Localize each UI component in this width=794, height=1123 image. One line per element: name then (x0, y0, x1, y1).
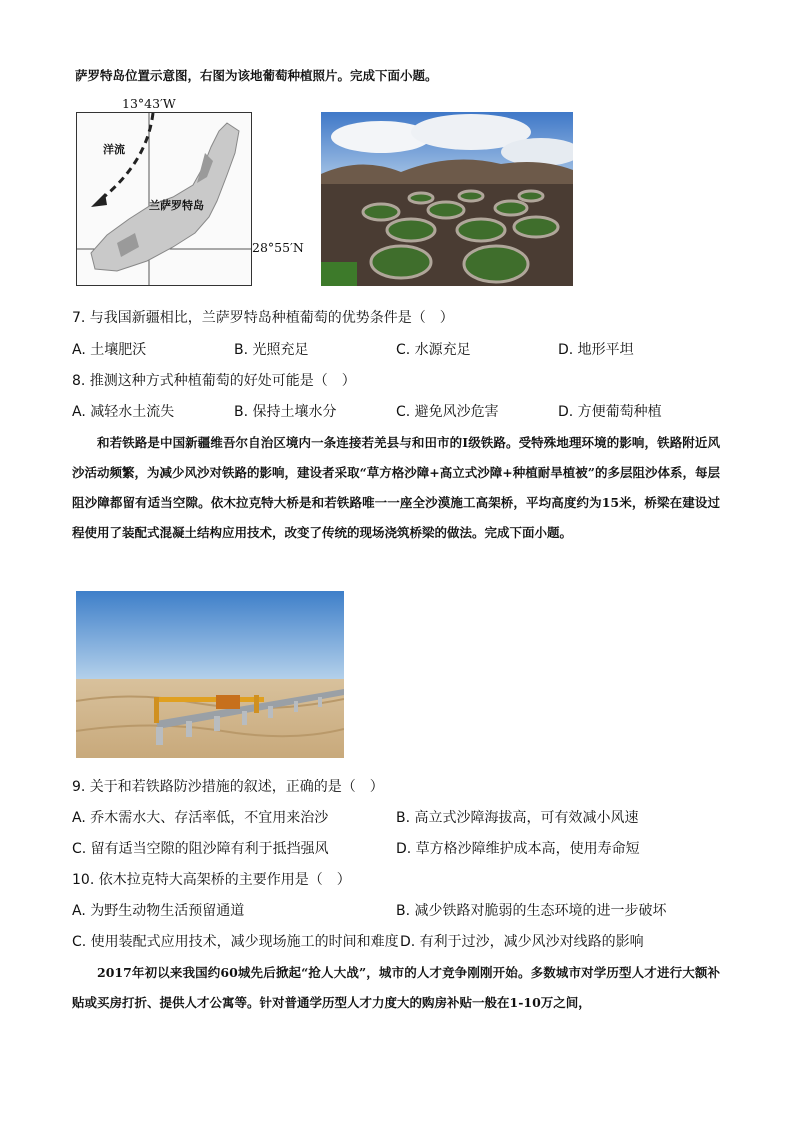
q9-option-b[interactable]: B. 高立式沙障海拔高，可有效减小风速 (396, 810, 639, 826)
q7-option-a[interactable]: A. 土壤肥沃 (72, 342, 147, 358)
railway-passage-text: 和若铁路是中国新疆维吾尔自治区境内一条连接若羌县与和田市的Ⅰ级铁路。受特殊地理环境的影响，铁路附近风沙活动频繁，为减少风沙对铁路的影响，建设者采取“草方格沙障+高立式沙障+种植耐旱植被”的多层阻沙体系，每层阻沙障都留有适当空隙。依木拉克特大桥是和若铁路唯一一座全沙漠施工高架桥，平均高度约为15米，桥梁在建设过程使用了装配式混凝土结构应用技术，改变了传统的现场浇筑桥梁的做法。完成下面小题。 (72, 435, 720, 540)
q8-option-c[interactable]: C. 避免风沙危害 (396, 404, 499, 420)
question-7-stem: 7. 与我国新疆相比，兰萨罗特岛种植葡萄的优势条件是（ ） (72, 310, 454, 326)
longitude-label: 13°43′W (122, 96, 176, 111)
vineyard-photo (321, 112, 573, 286)
q10-option-d[interactable]: D. 有利于过沙，减少风沙对线路的影响 (400, 934, 644, 950)
question-10-stem: 10. 依木拉克特大高架桥的主要作用是（ ） (72, 872, 351, 888)
q10-option-b[interactable]: B. 减少铁路对脆弱的生态环境的进一步破坏 (396, 903, 667, 919)
q9-option-c[interactable]: C. 留有适当空隙的阻沙障有利于抵挡强风 (72, 841, 329, 857)
current-label: 洋流 (103, 143, 125, 156)
q8-option-a[interactable]: A. 减轻水土流失 (72, 404, 175, 420)
talent-passage (72, 958, 720, 1018)
island-map (76, 112, 252, 286)
intro-text: 萨罗特岛位置示意图，右图为该地葡萄种植照片。完成下面小题。 (75, 68, 438, 83)
q9-option-d[interactable]: D. 草方格沙障维护成本高，使用寿命短 (396, 841, 640, 857)
talent-passage-text: 2017年初以来我国约60城先后掀起“抢人大战”，城市的人才竞争刚刚开始。多数城市对学历型人才进行大额补贴或买房打折、提供人才公寓等。针对普通学历型人才力度大的购房补贴一般在1-10万之间， (72, 965, 720, 1010)
island-label: 兰萨罗特岛 (149, 199, 204, 212)
q7-option-c[interactable]: C. 水源充足 (396, 342, 471, 358)
current-arrowhead (91, 193, 107, 207)
railway-passage (72, 428, 720, 548)
question-8-stem: 8. 推测这种方式种植葡萄的好处可能是（ ） (72, 373, 356, 389)
q7-option-b[interactable]: B. 光照充足 (234, 342, 309, 358)
q8-option-b[interactable]: B. 保持土壤水分 (234, 404, 337, 420)
q8-option-d[interactable]: D. 方便葡萄种植 (558, 404, 662, 420)
latitude-label: 28°55′N (252, 240, 304, 255)
bridge-photo (76, 591, 344, 758)
q10-option-a[interactable]: A. 为野生动物生活预留通道 (72, 903, 245, 919)
q10-option-c[interactable]: C. 使用装配式应用技术，减少现场施工的时间和难度 (72, 934, 399, 950)
q7-option-d[interactable]: D. 地形平坦 (558, 342, 634, 358)
q9-option-a[interactable]: A. 乔木需水大、存活率低，不宜用来治沙 (72, 810, 329, 826)
question-9-stem: 9. 关于和若铁路防沙措施的叙述，正确的是（ ） (72, 779, 384, 795)
ocean-current-line (99, 113, 153, 201)
